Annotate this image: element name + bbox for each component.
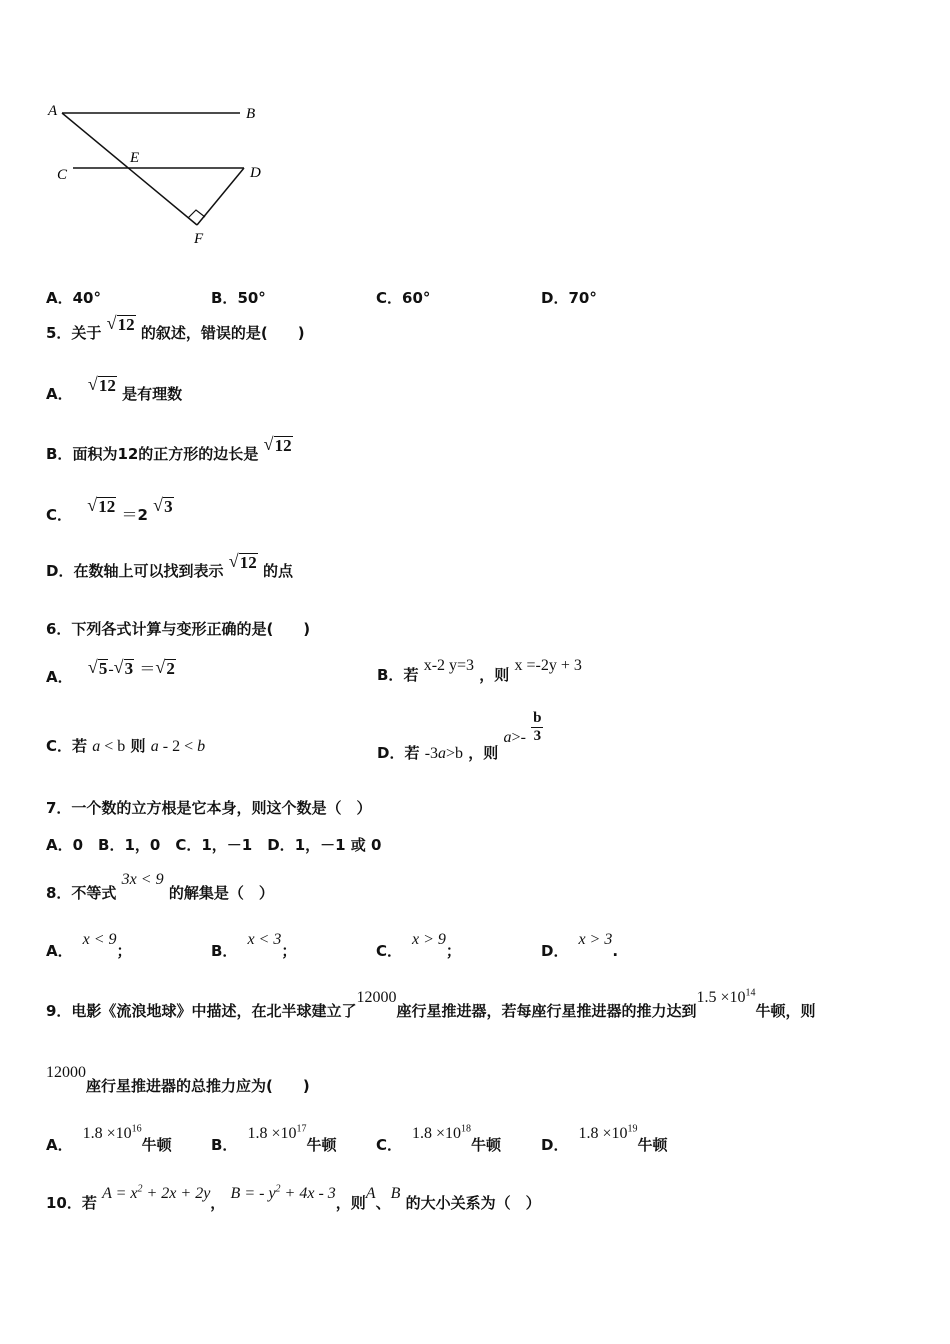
q9-option-d: D．$1.8 \times 10^{19}$牛顿: [541, 1123, 668, 1154]
q9-stem: 9．电影《流浪地球》中描述，在北半球建立了12000座行星推进器，若每座行星推进器的推力达到$1.5 \times 10^{14}$牛顿，则: [46, 987, 816, 1020]
q5-stem: 5．关于 √ 12 的叙述，错误的是( ): [46, 313, 305, 342]
q9-option-a: A．$1.8 \times 10^{16}$牛顿: [46, 1123, 172, 1154]
q9-stem-line2: 12000座行星推进器的总推力应为( ): [46, 1064, 310, 1095]
q5-option-d: D．在数轴上可以找到表示 √ 12 的点: [46, 551, 293, 580]
q7-stem: 7．一个数的立方根是它本身，则这个数是（ ）: [46, 799, 372, 817]
q9-option-b: B．$1.8 \times 10^{17}$牛顿: [211, 1123, 337, 1154]
q6-option-d: D．若 -3a>b ，则 a>- $\frac{b}{3}$: [377, 710, 542, 762]
q5-option-b: B．面积为12的正方形的边长是 √ 12: [46, 434, 292, 463]
q8-option-c: C．x > 9；: [376, 931, 461, 960]
label-c: C: [57, 167, 68, 183]
q4-option-c: C．60°: [376, 289, 431, 307]
line-af: [62, 113, 197, 225]
q10-stem: 10．若 $A = x^2 + 2x + 2y$， B = - $y^2 + 4x - 3$，则A、B 的大小关系为（ ）: [46, 1183, 541, 1212]
right-angle-mark: [188, 210, 205, 218]
q4-option-b: B．50°: [211, 289, 266, 307]
label-d: D: [250, 165, 261, 181]
q6-stem: 6．下列各式计算与变形正确的是( ): [46, 620, 311, 638]
q9-option-c: C．$1.8 \times 10^{18}$牛顿: [376, 1123, 502, 1154]
label-f: F: [194, 231, 204, 247]
q8-option-b: B．x < 3；: [211, 931, 297, 960]
q6-option-c: C．若 a < b 则 a - 2 < b: [46, 737, 206, 755]
q8-stem: 8．不等式 3x < 9 的解集是（ ）: [46, 871, 274, 902]
q7-options: A．0 B．1，0 C．1，－1 D．1，－1 或 0: [46, 836, 382, 854]
q5-option-c: C． √ 12 ＝2 √ 3: [46, 495, 173, 524]
label-b: B: [246, 106, 256, 122]
label-a: A: [48, 103, 58, 119]
q6-option-a: A． √ 5- √ 3 ＝ √ 2: [46, 657, 175, 686]
label-e: E: [130, 150, 140, 166]
q8-option-a: A．x < 9；: [46, 931, 132, 960]
q8-option-d: D．x > 3.: [541, 931, 619, 960]
geometry-figure: [40, 95, 280, 255]
q4-option-a: A．40°: [46, 289, 101, 307]
q4-option-d: D．70°: [541, 289, 597, 307]
q6-option-b: B．若 x-2 y=3 ，则 x =-2y + 3: [377, 657, 582, 684]
q5-option-a: A． √ 12 是有理数: [46, 374, 183, 403]
